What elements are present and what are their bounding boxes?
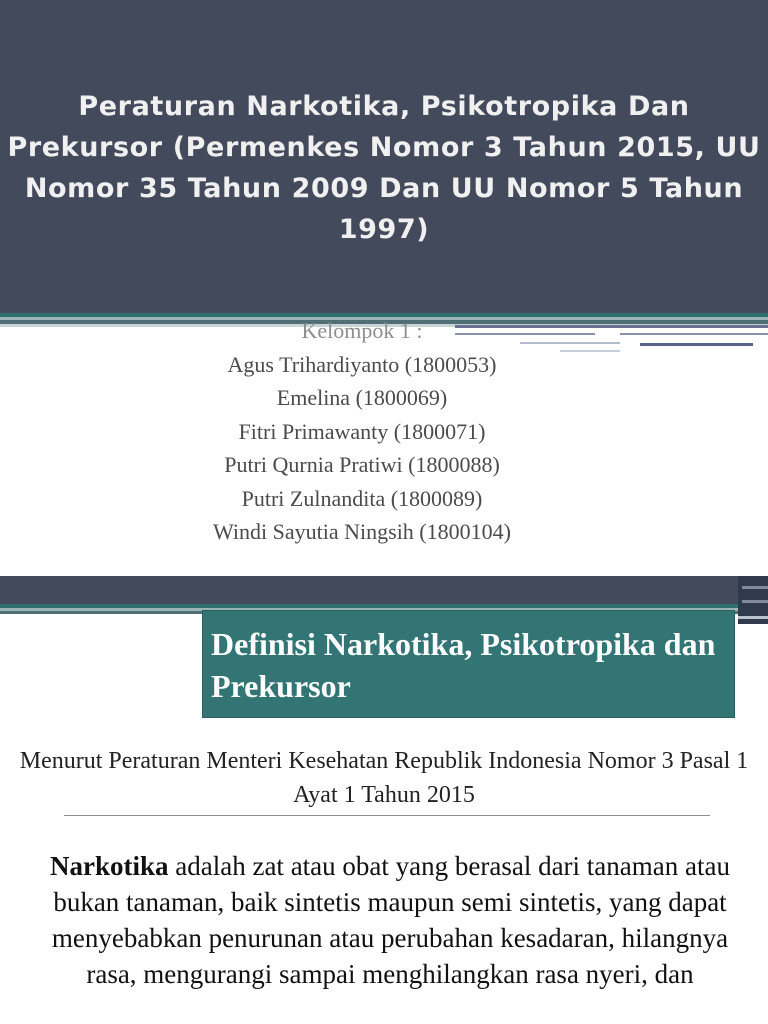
member-name: Putri Zulnandita (1800089) [241, 485, 483, 511]
member-name: Emelina (1800069) [276, 385, 448, 410]
member-name: Agus Trihardiyanto (1800053) [227, 351, 497, 377]
slide-title: Definisi Narkotika, Psikotropika dan Prekursor [211, 626, 716, 704]
member-name: Windi Sayutia Ningsih (1800104) [213, 519, 511, 544]
definition-text: adalah zat atau obat yang berasal dari tanaman atau bukan tanaman, baik sintetis maupun semi sintetis, yang dapat menyebabkan penurunan atau perubahan kesadaran, hilangnya rasa, mengurangi sampai menghilangkan rasa nyeri, dan [51, 851, 730, 989]
decorative-line [742, 600, 768, 603]
regulation-source: Menurut Peraturan Menteri Kesehatan Republik Indonesia Nomor 3 Pasal 1 Ayat 1 Tahun 2015 [19, 748, 749, 808]
defined-term: Narkotika [50, 851, 169, 881]
decorative-line [738, 616, 768, 619]
definition-slide [0, 576, 768, 1024]
group-members-list [0, 314, 724, 549]
divider [64, 815, 710, 816]
member-name: Fitri Primawanty (1800071) [238, 418, 486, 444]
title-slide-header [0, 0, 768, 313]
presentation-title: Peraturan Narkotika, Psikotropika Dan Prekursor (Permenkes Nomor 3 Tahun 2015, UU Nomor 35 Tahun 2009 Dan UU Nomor 5 Tahun 1997) [7, 91, 761, 245]
slide-title-box [202, 610, 735, 718]
definition-slide-header-bar [0, 576, 768, 604]
member-name: Putri Qurnia Pratiwi (1800088) [224, 452, 500, 477]
decorative-line [742, 586, 768, 589]
definition-paragraph [50, 848, 730, 992]
group-label: Kelompok 1 : [301, 318, 423, 343]
